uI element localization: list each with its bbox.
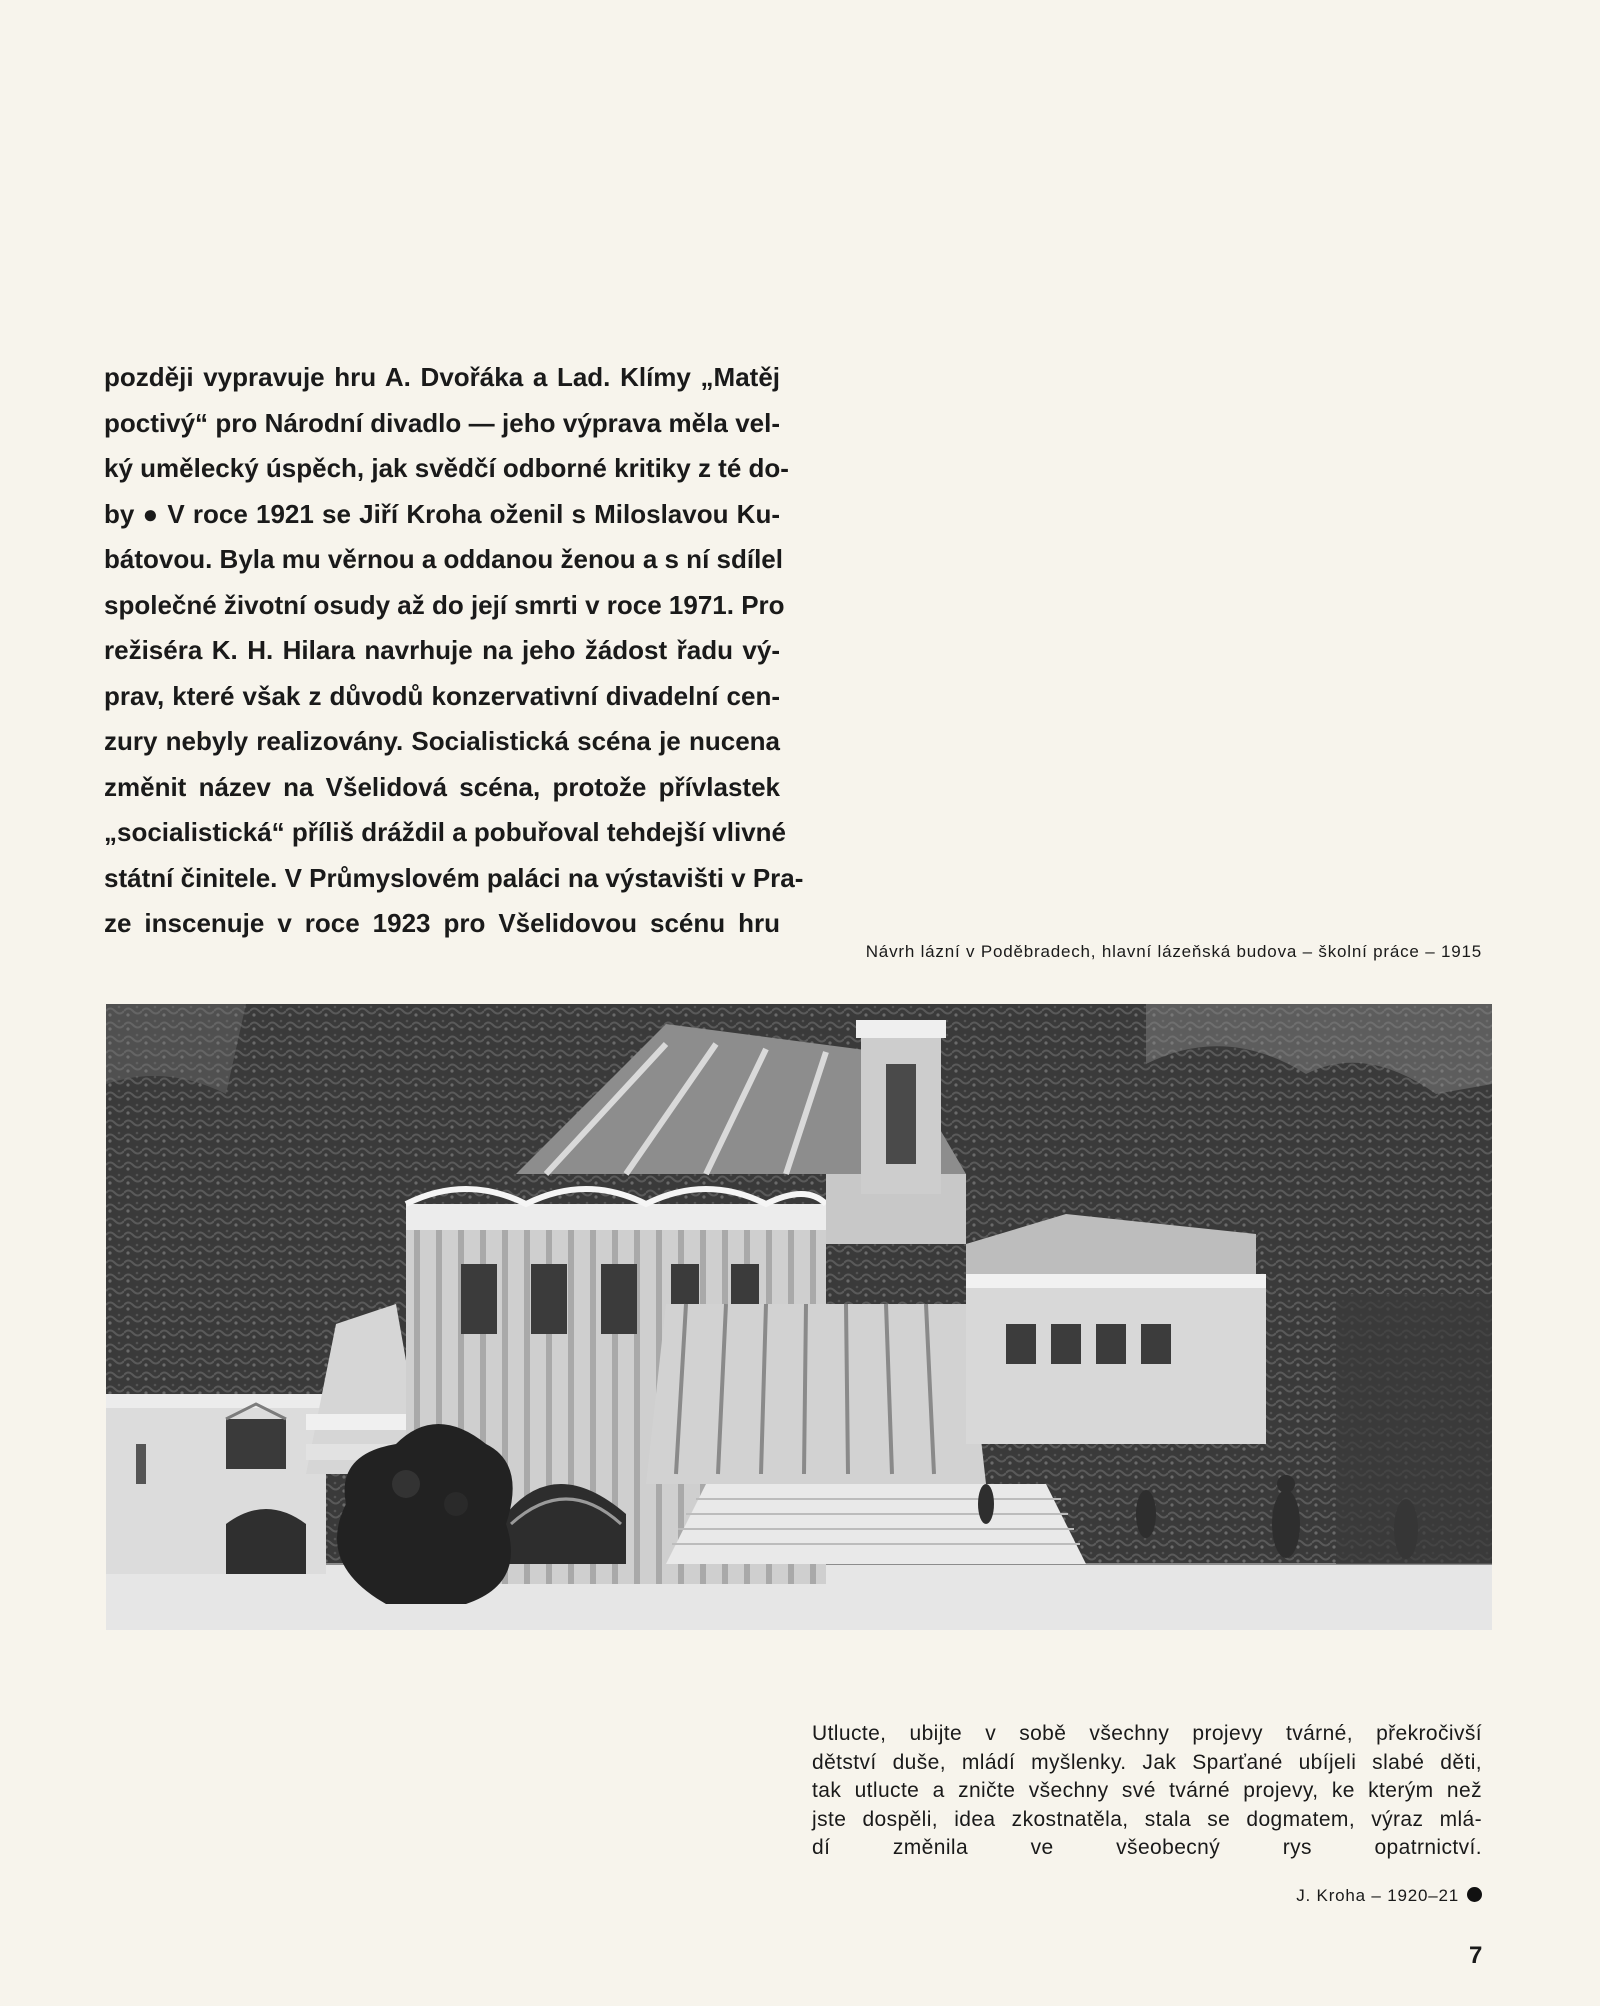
bullet-dot-icon bbox=[1467, 1887, 1482, 1902]
body-text-line: by ● V roce 1921 se Jiří Kroha oženil s Miloslavou Ku- bbox=[104, 498, 780, 529]
body-text-line: změnit název na Všelidová scéna, protože přívlastek bbox=[104, 771, 780, 802]
quote-line: jste dospěli, idea zkostnatěla, stala se dogmatem, výraz mlá- bbox=[812, 1807, 1482, 1831]
quote-line: Utlucte, ubijte v sobě všechny projevy tvárné, překročivší bbox=[812, 1722, 1482, 1745]
body-text-line: později vypravuje hru A. Dvořáka a Lad. Klímy „Matěj bbox=[104, 362, 780, 392]
quote-block bbox=[812, 1720, 1482, 1863]
quote-line: tak utlucte a zničte všechny své tvárné projevy, ke kterým než bbox=[812, 1779, 1482, 1802]
body-text-line: poctivý“ pro Národní divadlo — jeho výprava měla vel- bbox=[104, 407, 780, 438]
body-text-line: ký umělecký úspěch, jak svědčí odborné kritiky z té do- bbox=[104, 453, 789, 483]
quote-line: dětství duše, mládí myšlenky. Jak Sparťané ubíjeli slabé děti, bbox=[812, 1750, 1482, 1774]
body-text-line: státní činitele. V Průmyslovém paláci na výstavišti v Pra- bbox=[104, 862, 804, 893]
body-text-line: ze inscenuje v roce 1923 pro Všelidovou scénu hru bbox=[104, 908, 780, 938]
figure-caption: Návrh lázní v Poděbradech, hlavní lázeňská budova – školní práce – 1915 bbox=[865, 942, 1482, 961]
page-number: 7 bbox=[1469, 1942, 1483, 1969]
body-text-line: prav, které však z důvodů konzervativní divadelní cen- bbox=[104, 680, 780, 711]
body-text-line: „socialistická“ příliš dráždil a pobuřoval tehdejší vlivné bbox=[104, 817, 787, 847]
spa-building-illustration bbox=[106, 1004, 1492, 1630]
attribution-text: J. Kroha – 1920–21 bbox=[1296, 1886, 1459, 1905]
body-text-line: zury nebyly realizovány. Socialistická scéna je nucena bbox=[104, 726, 780, 756]
quote-line: dí změnila ve všeobecný rys opatrnictví. bbox=[812, 1836, 1482, 1859]
body-text-line: režiséra K. H. Hilara navrhuje na jeho žádost řadu vý- bbox=[104, 635, 780, 665]
quote-attribution bbox=[1296, 1886, 1482, 1906]
body-text-line: společné životní osudy až do její smrti v roce 1971. Pro bbox=[104, 589, 785, 620]
body-text-line: bátovou. Byla mu věrnou a oddanou ženou a s ní sdílel bbox=[104, 544, 783, 574]
spa-building-drawing bbox=[106, 1004, 1492, 1630]
body-text-column bbox=[104, 355, 804, 947]
